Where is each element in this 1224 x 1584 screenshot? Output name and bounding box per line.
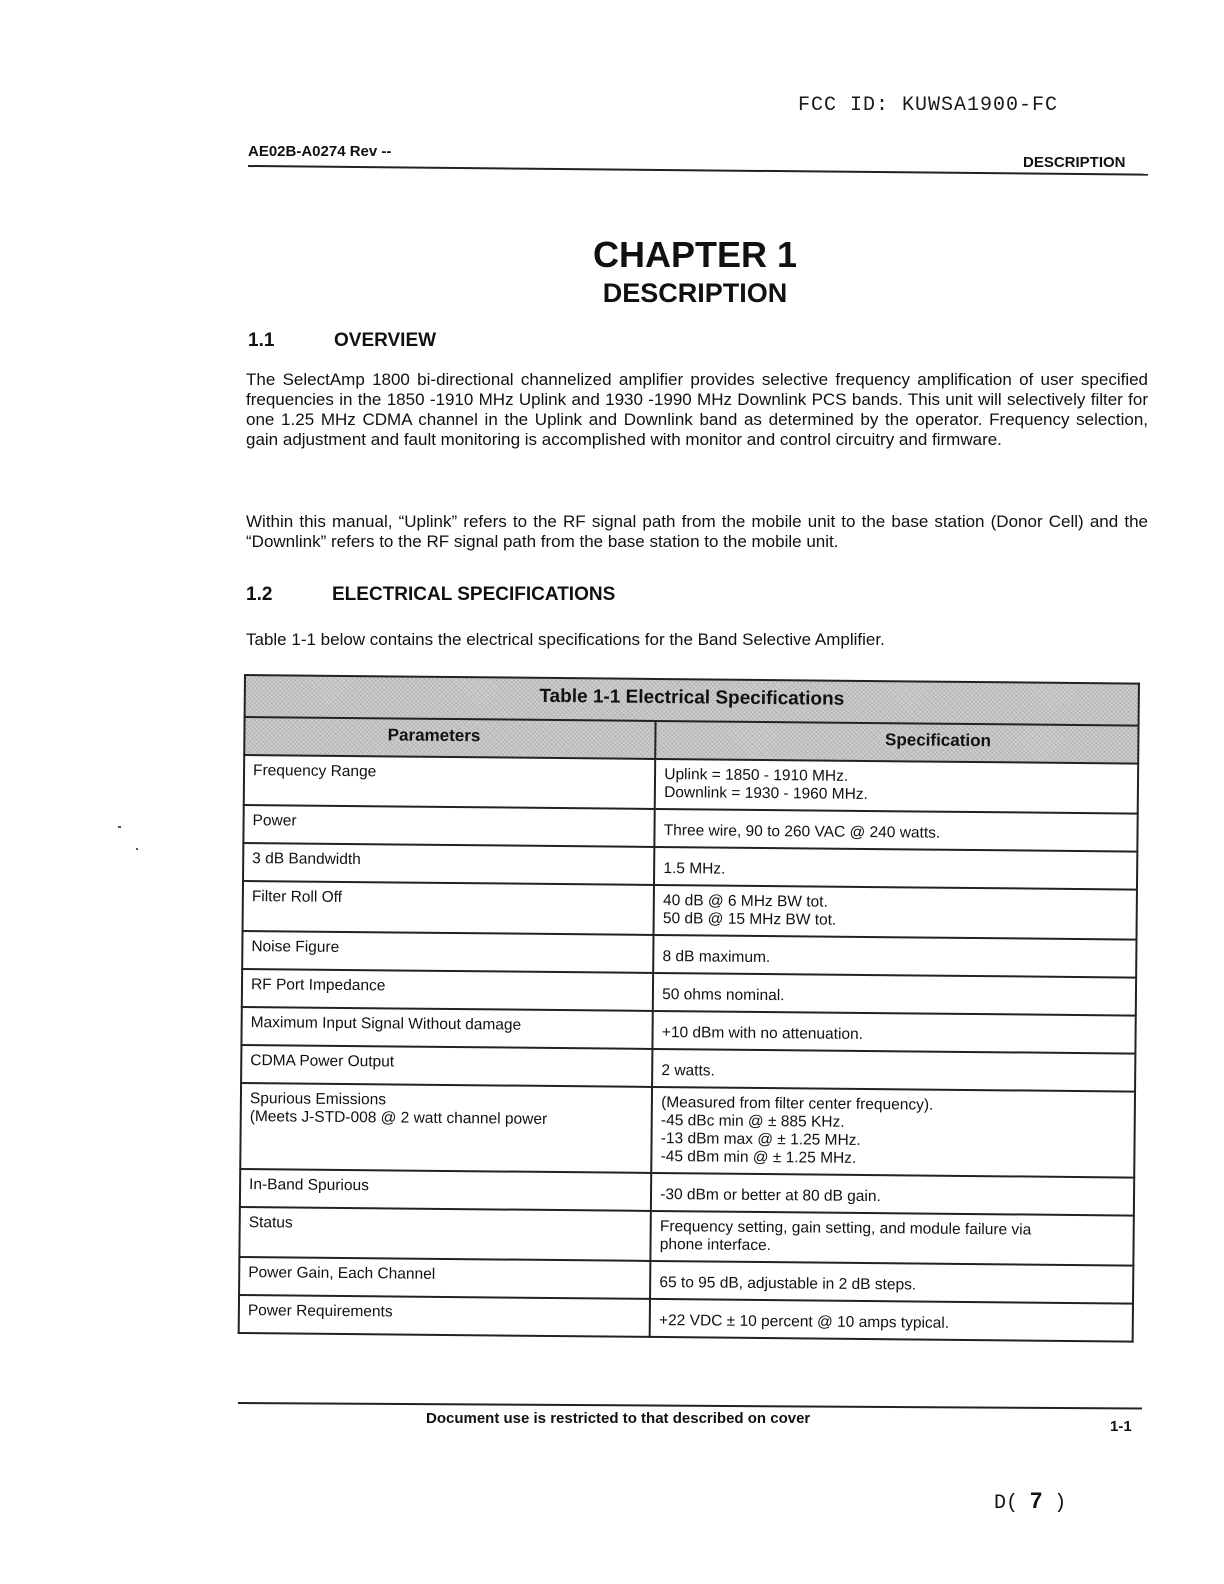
specification-text: 65 to 95 dB, adjustable in 2 dB steps. <box>659 1274 917 1294</box>
header-section-title: DESCRIPTION <box>1023 154 1126 171</box>
column-header-parameters: Parameters <box>244 717 656 759</box>
parameter-text: (Meets J-STD-008 @ 2 watt channel power <box>249 1108 548 1128</box>
specification-text: Three wire, 90 to 260 VAC @ 240 watts. <box>663 822 941 842</box>
specs-intro: Table 1-1 below contains the electrical specifications for the Band Selective Amplifier. <box>246 630 885 649</box>
specification-cell <box>654 885 1137 940</box>
parameter-cell <box>242 969 654 1011</box>
specification-text: 2 watts. <box>661 1062 715 1080</box>
section-number: 1.2 <box>246 584 273 605</box>
parameter-text: Spurious Emissions <box>249 1090 387 1109</box>
section-heading-overview <box>248 330 436 352</box>
specification-text: +10 dBm with no attenuation. <box>661 1024 864 1043</box>
column-header-specification: Specification <box>655 721 1138 764</box>
footer-notice: Document use is restricted to that described on cover <box>426 1410 811 1427</box>
specification-cell <box>651 1173 1134 1216</box>
specification-text: (Measured from filter center frequency). <box>661 1094 934 1114</box>
specification-cell <box>654 847 1137 890</box>
specification-text: Frequency setting, gain setting, and module failure via <box>659 1218 1032 1239</box>
scan-speck <box>136 848 138 850</box>
page-number: 1-1 <box>1110 1418 1132 1435</box>
stamp-prefix: D( <box>994 1492 1019 1515</box>
specification-cell <box>653 973 1136 1016</box>
overview-paragraph-1: The SelectAmp 1800 bi-directional channelized amplifier provides selective frequency amplification of user specified frequencies in the 1850 -1910 MHz Uplink and 1930 -1990 MHz Downlink PCS bands. This unit will selectively filter for one 1.25 MHz CDMA channel in the Uplink and Downlink band as determined by the operator. Frequency selection, gain adjustment and fault monitoring is accomplished with monitor and control circuitry and firmware. <box>246 370 1148 449</box>
parameter-text: Power <box>252 812 297 830</box>
specification-text: 40 dB @ 6 MHz BW tot. <box>662 892 828 911</box>
specification-text: Downlink = 1930 - 1960 MHz. <box>664 784 868 803</box>
parameter-cell <box>243 843 655 885</box>
specification-text: 50 ohms nominal. <box>662 986 785 1005</box>
parameter-text: Maximum Input Signal Without damage <box>250 1014 522 1034</box>
specification-text: phone interface. <box>659 1236 772 1255</box>
specification-cell <box>651 1211 1134 1266</box>
specification-cell <box>651 1087 1135 1178</box>
table-row <box>243 881 1137 940</box>
chapter-number: CHAPTER 1 <box>592 234 798 275</box>
parameter-text: Noise Figure <box>251 938 340 956</box>
specification-cell <box>653 1011 1136 1054</box>
parameter-text: Power Requirements <box>247 1302 393 1321</box>
stamp-suffix: ) <box>1054 1492 1067 1515</box>
section-title: OVERVIEW <box>334 330 437 351</box>
parameter-text: In-Band Spurious <box>249 1176 369 1195</box>
specification-cell <box>650 1261 1133 1304</box>
electrical-specifications-table <box>238 674 1140 1343</box>
parameter-cell <box>240 1083 652 1173</box>
parameter-cell <box>242 931 654 973</box>
specification-text: Uplink = 1850 - 1910 MHz. <box>664 766 849 785</box>
parameter-cell <box>239 1207 651 1261</box>
specification-text: -45 dBm min @ ± 1.25 MHz. <box>660 1148 857 1167</box>
parameter-text: Frequency Range <box>252 762 377 781</box>
parameter-cell <box>240 1169 652 1211</box>
stamp-number: 7 <box>1030 1488 1043 1513</box>
chapter-title: DESCRIPTION <box>602 278 788 308</box>
table-caption: Table 1-1 Electrical Specifications <box>245 675 1139 726</box>
specification-cell <box>650 1299 1133 1342</box>
section-heading-electrical <box>246 584 615 606</box>
table-row <box>244 755 1138 814</box>
parameter-cell <box>241 1045 653 1087</box>
table-row <box>240 1083 1135 1178</box>
parameter-cell <box>243 881 655 935</box>
specification-cell <box>652 1049 1135 1092</box>
overview-paragraph-2: Within this manual, “Uplink” refers to the RF signal path from the mobile unit to the base station (Donor Cell) and the “Downlink” refers to the RF signal path from the base station to the mobile unit. <box>246 512 1148 551</box>
table-row <box>239 1295 1133 1342</box>
scan-speck <box>118 826 121 828</box>
parameter-cell <box>239 1295 651 1337</box>
specification-cell <box>655 759 1138 814</box>
table-row <box>239 1207 1133 1266</box>
parameter-cell <box>239 1257 651 1299</box>
document-stamp <box>994 1488 1066 1515</box>
parameter-text: 3 dB Bandwidth <box>252 850 361 869</box>
parameter-text: Status <box>248 1214 293 1232</box>
parameter-cell <box>244 755 656 809</box>
parameter-cell <box>243 805 655 847</box>
header-rule <box>248 165 1148 176</box>
specification-text: +22 VDC ± 10 percent @ 10 amps typical. <box>658 1312 950 1332</box>
specification-text: -30 dBm or better at 80 dB gain. <box>660 1186 881 1206</box>
specification-text: 1.5 MHz. <box>663 860 726 878</box>
parameter-text: Filter Roll Off <box>251 888 343 906</box>
section-title: ELECTRICAL SPECIFICATIONS <box>332 584 616 605</box>
specification-text: -13 dBm max @ ± 1.25 MHz. <box>660 1130 861 1149</box>
document-number: AE02B-A0274 Rev -- <box>248 143 392 160</box>
specification-text: 8 dB maximum. <box>662 948 771 967</box>
parameter-text: Power Gain, Each Channel <box>248 1264 436 1283</box>
section-number: 1.1 <box>248 330 275 351</box>
fcc-id: FCC ID: KUWSA1900-FC <box>798 94 1059 117</box>
parameter-text: RF Port Impedance <box>250 976 386 995</box>
specification-cell <box>653 935 1136 978</box>
parameter-text: CDMA Power Output <box>250 1052 395 1071</box>
specification-text: -45 dBc min @ ± 885 KHz. <box>660 1112 845 1131</box>
specification-cell <box>655 809 1138 852</box>
parameter-cell <box>241 1007 653 1049</box>
specification-text: 50 dB @ 15 MHz BW tot. <box>662 910 837 929</box>
footer-rule <box>238 1402 1142 1410</box>
